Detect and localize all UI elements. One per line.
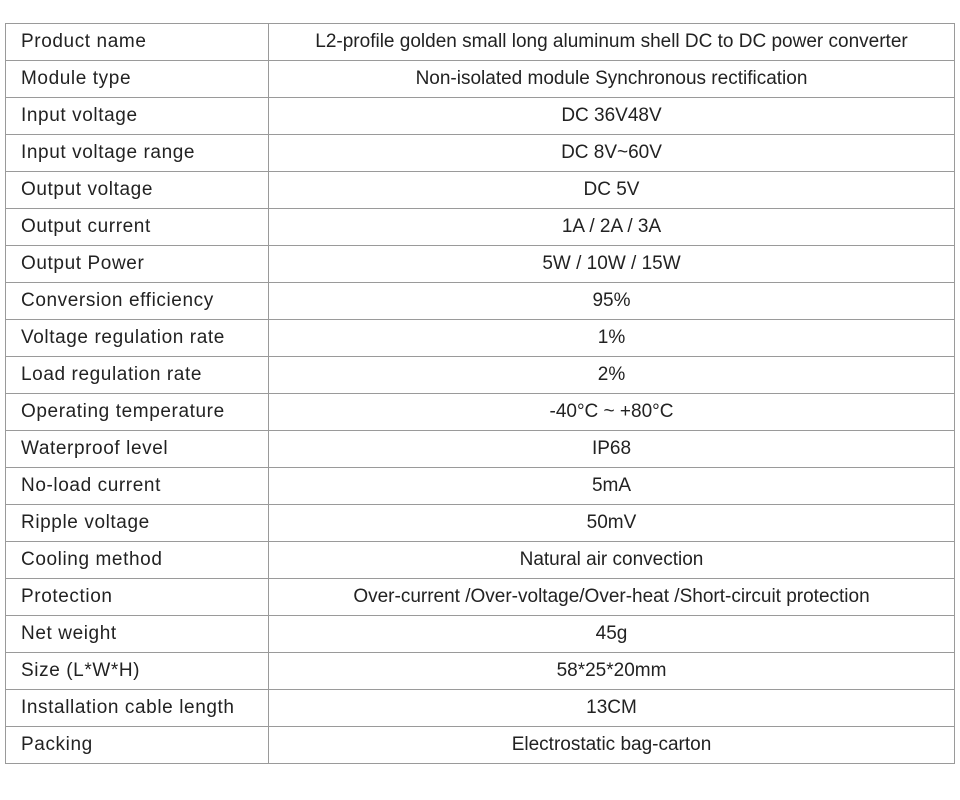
table-row <box>6 505 955 542</box>
spec-label: Conversion efficiency <box>6 283 269 320</box>
spec-value: Over-current /Over-voltage/Over-heat /Short-circuit protection <box>269 579 955 616</box>
spec-value: Electrostatic bag-carton <box>269 727 955 764</box>
table-row <box>6 209 955 246</box>
table-row <box>6 135 955 172</box>
spec-label: Product name <box>6 24 269 61</box>
spec-value: 5W / 10W / 15W <box>269 246 955 283</box>
spec-label: Output Power <box>6 246 269 283</box>
spec-label: Installation cable length <box>6 690 269 727</box>
table-row <box>6 61 955 98</box>
spec-label: Protection <box>6 579 269 616</box>
spec-label: Load regulation rate <box>6 357 269 394</box>
spec-value: 50mV <box>269 505 955 542</box>
spec-value: 1% <box>269 320 955 357</box>
spec-label: Voltage regulation rate <box>6 320 269 357</box>
spec-value: DC 36V48V <box>269 98 955 135</box>
spec-value: 13CM <box>269 690 955 727</box>
spec-label: Waterproof level <box>6 431 269 468</box>
table-row <box>6 357 955 394</box>
table-row <box>6 246 955 283</box>
table-row <box>6 616 955 653</box>
spec-value: L2-profile golden small long aluminum shell DC to DC power converter <box>269 24 955 61</box>
table-row <box>6 653 955 690</box>
spec-value: -40°C ~ +80°C <box>269 394 955 431</box>
spec-label: Output current <box>6 209 269 246</box>
table-row <box>6 579 955 616</box>
spec-value: 58*25*20mm <box>269 653 955 690</box>
spec-label: No-load current <box>6 468 269 505</box>
spec-label: Ripple voltage <box>6 505 269 542</box>
spec-table <box>5 23 955 764</box>
spec-label: Cooling method <box>6 542 269 579</box>
table-row <box>6 172 955 209</box>
table-row <box>6 690 955 727</box>
spec-label: Input voltage range <box>6 135 269 172</box>
spec-label: Operating temperature <box>6 394 269 431</box>
spec-value: 1A / 2A / 3A <box>269 209 955 246</box>
spec-label: Output voltage <box>6 172 269 209</box>
spec-value: Non-isolated module Synchronous rectification <box>269 61 955 98</box>
spec-label: Packing <box>6 727 269 764</box>
spec-label: Size (L*W*H) <box>6 653 269 690</box>
table-row <box>6 98 955 135</box>
table-row <box>6 24 955 61</box>
table-row <box>6 320 955 357</box>
spec-value: DC 8V~60V <box>269 135 955 172</box>
spec-label: Net weight <box>6 616 269 653</box>
table-row <box>6 727 955 764</box>
table-row <box>6 283 955 320</box>
table-row <box>6 394 955 431</box>
table-row <box>6 431 955 468</box>
spec-value: 95% <box>269 283 955 320</box>
spec-value: IP68 <box>269 431 955 468</box>
spec-label: Module type <box>6 61 269 98</box>
table-row <box>6 542 955 579</box>
spec-value: Natural air convection <box>269 542 955 579</box>
spec-value: 5mA <box>269 468 955 505</box>
table-row <box>6 468 955 505</box>
spec-value: 45g <box>269 616 955 653</box>
spec-value: 2% <box>269 357 955 394</box>
spec-label: Input voltage <box>6 98 269 135</box>
spec-value: DC 5V <box>269 172 955 209</box>
